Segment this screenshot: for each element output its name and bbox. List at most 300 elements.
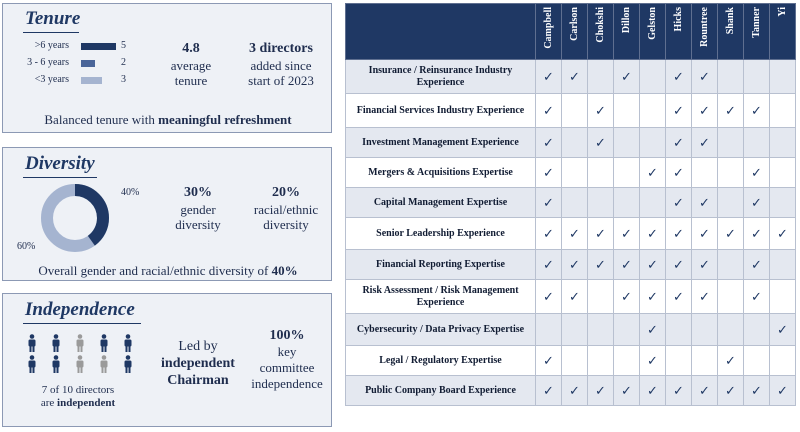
director-name: Shank bbox=[725, 7, 736, 35]
skill-check-cell bbox=[588, 128, 614, 158]
skill-empty-cell bbox=[770, 94, 796, 128]
skill-check-cell bbox=[562, 250, 588, 280]
checkmark-icon: ✓ bbox=[569, 382, 580, 398]
skill-check-cell bbox=[536, 128, 562, 158]
skill-empty-cell bbox=[718, 158, 744, 188]
donut-light-label: 60% bbox=[17, 241, 36, 252]
committee-independence-stat bbox=[241, 328, 333, 392]
skill-check-cell bbox=[666, 188, 692, 218]
tenure-bar-value: 3 bbox=[121, 74, 126, 85]
skill-empty-cell bbox=[640, 94, 666, 128]
checkmark-icon: ✓ bbox=[699, 68, 710, 84]
tenure-footer bbox=[3, 112, 333, 127]
average-tenure-stat bbox=[161, 40, 221, 88]
checkmark-icon: ✓ bbox=[699, 225, 710, 241]
skill-row bbox=[346, 280, 796, 314]
diversity-footer-text: Overall gender and racial/ethnic diversity of bbox=[38, 263, 272, 278]
skill-check-cell bbox=[718, 94, 744, 128]
racial-diversity-stat bbox=[239, 184, 333, 232]
tenure-bar-value: 2 bbox=[121, 57, 126, 68]
tenure-bar-value: 5 bbox=[121, 40, 126, 51]
director-name-wrap bbox=[770, 4, 795, 59]
racial-diversity-label-2: diversity bbox=[263, 217, 309, 232]
skill-check-cell bbox=[770, 376, 796, 406]
skill-label: Public Company Board Experience bbox=[346, 376, 536, 406]
skill-empty-cell bbox=[562, 158, 588, 188]
independence-title-underline bbox=[23, 323, 141, 324]
skill-empty-cell bbox=[614, 188, 640, 218]
gender-diversity-stat bbox=[163, 184, 233, 232]
checkmark-icon: ✓ bbox=[751, 256, 762, 272]
skill-label: Risk Assessment / Risk Management Experience bbox=[346, 280, 536, 314]
checkmark-icon: ✓ bbox=[595, 256, 606, 272]
matrix-corner-cell bbox=[346, 4, 536, 60]
skill-empty-cell bbox=[536, 314, 562, 346]
skill-empty-cell bbox=[770, 158, 796, 188]
director-name-wrap bbox=[588, 4, 613, 59]
independent-director-icon bbox=[27, 334, 37, 352]
gender-diversity-label-2: diversity bbox=[175, 217, 221, 232]
skill-check-cell bbox=[536, 60, 562, 94]
skill-empty-cell bbox=[588, 280, 614, 314]
skill-empty-cell bbox=[770, 250, 796, 280]
director-name-wrap bbox=[536, 4, 561, 59]
independent-director-icon bbox=[51, 355, 61, 373]
director-name-wrap bbox=[718, 4, 743, 59]
checkmark-icon: ✓ bbox=[543, 194, 554, 210]
skill-empty-cell bbox=[640, 60, 666, 94]
skill-empty-cell bbox=[718, 188, 744, 218]
skill-check-cell bbox=[744, 188, 770, 218]
checkmark-icon: ✓ bbox=[647, 225, 658, 241]
directors-added-label-1: added since bbox=[250, 58, 312, 73]
average-tenure-label-1: average bbox=[170, 58, 212, 73]
checkmark-icon: ✓ bbox=[751, 382, 762, 398]
director-name-wrap bbox=[692, 4, 717, 59]
director-name-wrap bbox=[640, 4, 665, 59]
skill-empty-cell bbox=[718, 280, 744, 314]
tenure-bar-label: 3 - 6 years bbox=[27, 57, 69, 68]
checkmark-icon: ✓ bbox=[595, 225, 606, 241]
skill-check-cell bbox=[692, 250, 718, 280]
director-name-wrap bbox=[614, 4, 639, 59]
skills-matrix bbox=[345, 3, 796, 406]
skill-check-cell bbox=[614, 250, 640, 280]
directors-added-value: 3 directors bbox=[249, 41, 313, 56]
skill-empty-cell bbox=[562, 314, 588, 346]
checkmark-icon: ✓ bbox=[647, 164, 658, 180]
skill-check-cell bbox=[614, 218, 640, 250]
skill-check-cell bbox=[744, 158, 770, 188]
director-name: Yi bbox=[777, 7, 788, 17]
independent-director-icon bbox=[99, 334, 109, 352]
checkmark-icon: ✓ bbox=[751, 225, 762, 241]
skill-empty-cell bbox=[692, 346, 718, 376]
skill-check-cell bbox=[744, 94, 770, 128]
skill-label: Legal / Regulatory Expertise bbox=[346, 346, 536, 376]
skill-check-cell bbox=[588, 376, 614, 406]
skill-row bbox=[346, 346, 796, 376]
skill-label: Capital Management Expertise bbox=[346, 188, 536, 218]
tenure-panel bbox=[2, 3, 332, 133]
skill-check-cell bbox=[562, 376, 588, 406]
skill-empty-cell bbox=[718, 128, 744, 158]
checkmark-icon: ✓ bbox=[673, 164, 684, 180]
skill-check-cell bbox=[692, 376, 718, 406]
checkmark-icon: ✓ bbox=[595, 382, 606, 398]
independent-director-icon bbox=[123, 355, 133, 373]
checkmark-icon: ✓ bbox=[725, 102, 736, 118]
checkmark-icon: ✓ bbox=[699, 102, 710, 118]
skill-label: Financial Reporting Expertise bbox=[346, 250, 536, 280]
tenure-bar-label: >6 years bbox=[34, 40, 69, 51]
skill-empty-cell bbox=[718, 60, 744, 94]
skill-check-cell bbox=[744, 250, 770, 280]
skill-check-cell bbox=[666, 128, 692, 158]
independent-are-line bbox=[13, 397, 143, 410]
skill-label: Mergers & Acquisitions Expertise bbox=[346, 158, 536, 188]
skill-empty-cell bbox=[562, 94, 588, 128]
checkmark-icon: ✓ bbox=[621, 225, 632, 241]
skill-check-cell bbox=[640, 280, 666, 314]
committee-independence-label-1: key bbox=[277, 344, 297, 359]
skill-check-cell bbox=[640, 346, 666, 376]
skill-check-cell bbox=[536, 158, 562, 188]
checkmark-icon: ✓ bbox=[543, 288, 554, 304]
director-name: Hicks bbox=[673, 7, 684, 32]
director-column-header bbox=[562, 4, 588, 60]
skill-check-cell bbox=[666, 218, 692, 250]
director-column-header bbox=[588, 4, 614, 60]
diversity-donut bbox=[40, 183, 110, 253]
checkmark-icon: ✓ bbox=[621, 256, 632, 272]
skill-label: Cybersecurity / Data Privacy Expertise bbox=[346, 314, 536, 346]
checkmark-icon: ✓ bbox=[699, 382, 710, 398]
director-name: Gelston bbox=[647, 7, 658, 40]
directors-added-label-2: start of 2023 bbox=[248, 73, 314, 88]
checkmark-icon: ✓ bbox=[673, 102, 684, 118]
skill-check-cell bbox=[536, 250, 562, 280]
gender-diversity-label-1: gender bbox=[180, 202, 216, 217]
skill-empty-cell bbox=[588, 158, 614, 188]
skill-check-cell bbox=[536, 280, 562, 314]
skill-check-cell bbox=[692, 60, 718, 94]
skill-empty-cell bbox=[614, 346, 640, 376]
checkmark-icon: ✓ bbox=[751, 288, 762, 304]
skill-check-cell bbox=[562, 280, 588, 314]
skill-empty-cell bbox=[744, 346, 770, 376]
tenure-bar-row bbox=[3, 40, 143, 53]
skill-empty-cell bbox=[744, 60, 770, 94]
skill-empty-cell bbox=[614, 94, 640, 128]
director-name: Carlson bbox=[569, 7, 580, 41]
checkmark-icon: ✓ bbox=[673, 194, 684, 210]
skill-check-cell bbox=[666, 94, 692, 128]
director-figures bbox=[27, 334, 147, 376]
skill-empty-cell bbox=[744, 314, 770, 346]
checkmark-icon: ✓ bbox=[725, 382, 736, 398]
checkmark-icon: ✓ bbox=[751, 102, 762, 118]
skill-row bbox=[346, 376, 796, 406]
skill-check-cell bbox=[588, 218, 614, 250]
diversity-panel bbox=[2, 147, 332, 281]
checkmark-icon: ✓ bbox=[621, 68, 632, 84]
diversity-title-underline bbox=[23, 177, 97, 178]
skill-empty-cell bbox=[770, 346, 796, 376]
checkmark-icon: ✓ bbox=[777, 225, 788, 241]
committee-independence-label-2: committee bbox=[259, 360, 315, 375]
director-name: Tanner bbox=[751, 7, 762, 38]
checkmark-icon: ✓ bbox=[673, 225, 684, 241]
diversity-footer bbox=[3, 263, 333, 278]
independent-count-text: 7 of 10 directors bbox=[41, 384, 115, 396]
skill-check-cell bbox=[640, 314, 666, 346]
tenure-title: Tenure bbox=[25, 8, 81, 29]
skill-empty-cell bbox=[718, 250, 744, 280]
skill-check-cell bbox=[666, 60, 692, 94]
skill-row bbox=[346, 188, 796, 218]
checkmark-icon: ✓ bbox=[647, 321, 658, 337]
skill-check-cell bbox=[536, 346, 562, 376]
checkmark-icon: ✓ bbox=[569, 288, 580, 304]
skill-empty-cell bbox=[614, 128, 640, 158]
checkmark-icon: ✓ bbox=[751, 164, 762, 180]
skill-check-cell bbox=[718, 218, 744, 250]
checkmark-icon: ✓ bbox=[673, 256, 684, 272]
tenure-bar-row bbox=[3, 57, 143, 70]
committee-independence-label-3: independence bbox=[251, 376, 323, 391]
director-column-header bbox=[614, 4, 640, 60]
skill-empty-cell bbox=[588, 60, 614, 94]
director-name-wrap bbox=[666, 4, 691, 59]
independent-chairman-line-2: Chairman bbox=[167, 373, 229, 388]
checkmark-icon: ✓ bbox=[543, 68, 554, 84]
independent-director-icon bbox=[123, 334, 133, 352]
checkmark-icon: ✓ bbox=[699, 288, 710, 304]
skill-check-cell bbox=[640, 376, 666, 406]
director-column-header bbox=[744, 4, 770, 60]
skill-empty-cell bbox=[614, 314, 640, 346]
non-independent-director-icon bbox=[75, 334, 85, 352]
checkmark-icon: ✓ bbox=[673, 134, 684, 150]
skill-empty-cell bbox=[666, 314, 692, 346]
skill-check-cell bbox=[640, 158, 666, 188]
skill-check-cell bbox=[562, 218, 588, 250]
skill-check-cell bbox=[666, 250, 692, 280]
skill-check-cell bbox=[536, 94, 562, 128]
non-independent-director-icon bbox=[75, 355, 85, 373]
checkmark-icon: ✓ bbox=[647, 352, 658, 368]
director-column-header bbox=[692, 4, 718, 60]
independent-are-text: are bbox=[40, 397, 58, 409]
directors-added-stat bbox=[229, 40, 333, 88]
skill-check-cell bbox=[536, 188, 562, 218]
checkmark-icon: ✓ bbox=[543, 352, 554, 368]
checkmark-icon: ✓ bbox=[647, 288, 658, 304]
skill-check-cell bbox=[536, 218, 562, 250]
skill-check-cell bbox=[640, 218, 666, 250]
checkmark-icon: ✓ bbox=[699, 194, 710, 210]
skill-empty-cell bbox=[692, 158, 718, 188]
skill-check-cell bbox=[614, 60, 640, 94]
checkmark-icon: ✓ bbox=[673, 288, 684, 304]
checkmark-icon: ✓ bbox=[647, 382, 658, 398]
skill-empty-cell bbox=[614, 158, 640, 188]
director-column-header bbox=[770, 4, 796, 60]
skill-check-cell bbox=[666, 158, 692, 188]
skill-row bbox=[346, 60, 796, 94]
tenure-footer-bold: meaningful refreshment bbox=[158, 112, 292, 127]
skill-label: Investment Management Experience bbox=[346, 128, 536, 158]
tenure-bar-row bbox=[3, 74, 143, 87]
checkmark-icon: ✓ bbox=[673, 382, 684, 398]
chairman-stat bbox=[149, 338, 247, 389]
skill-empty-cell bbox=[770, 280, 796, 314]
tenure-bar-chart bbox=[3, 40, 143, 90]
skill-empty-cell bbox=[588, 188, 614, 218]
diversity-footer-bold: 40% bbox=[271, 263, 298, 278]
independent-chairman-line-1: independent bbox=[161, 356, 235, 371]
checkmark-icon: ✓ bbox=[777, 321, 788, 337]
racial-diversity-label-1: racial/ethnic bbox=[253, 202, 319, 217]
skill-row bbox=[346, 158, 796, 188]
checkmark-icon: ✓ bbox=[699, 256, 710, 272]
tenure-footer-text: Balanced tenure with bbox=[44, 112, 159, 127]
racial-diversity-value: 20% bbox=[272, 185, 300, 200]
director-name-wrap bbox=[562, 4, 587, 59]
skill-row bbox=[346, 94, 796, 128]
independence-panel bbox=[2, 293, 332, 427]
skill-check-cell bbox=[536, 376, 562, 406]
diversity-title: Diversity bbox=[25, 153, 95, 174]
skill-empty-cell bbox=[640, 128, 666, 158]
skill-empty-cell bbox=[744, 128, 770, 158]
checkmark-icon: ✓ bbox=[673, 68, 684, 84]
skill-check-cell bbox=[614, 280, 640, 314]
checkmark-icon: ✓ bbox=[543, 256, 554, 272]
checkmark-icon: ✓ bbox=[777, 382, 788, 398]
skill-empty-cell bbox=[562, 346, 588, 376]
director-name: Campbell bbox=[543, 7, 554, 49]
checkmark-icon: ✓ bbox=[569, 225, 580, 241]
skill-row bbox=[346, 218, 796, 250]
tenure-bar bbox=[81, 77, 102, 84]
checkmark-icon: ✓ bbox=[595, 134, 606, 150]
independent-count bbox=[13, 384, 143, 410]
skill-empty-cell bbox=[562, 128, 588, 158]
independent-director-icon bbox=[27, 355, 37, 373]
skill-check-cell bbox=[562, 60, 588, 94]
checkmark-icon: ✓ bbox=[725, 352, 736, 368]
skill-row bbox=[346, 314, 796, 346]
average-tenure-label-2: tenure bbox=[174, 73, 208, 88]
led-by-text: Led by bbox=[178, 339, 218, 354]
skill-empty-cell bbox=[640, 188, 666, 218]
donut-dark-label: 40% bbox=[121, 187, 140, 198]
skill-check-cell bbox=[588, 94, 614, 128]
director-column-header bbox=[718, 4, 744, 60]
skill-label: Financial Services Industry Experience bbox=[346, 94, 536, 128]
tenure-bar bbox=[81, 60, 95, 67]
skill-check-cell bbox=[770, 218, 796, 250]
skill-empty-cell bbox=[588, 314, 614, 346]
checkmark-icon: ✓ bbox=[543, 164, 554, 180]
skill-row bbox=[346, 250, 796, 280]
checkmark-icon: ✓ bbox=[621, 382, 632, 398]
skill-check-cell bbox=[588, 250, 614, 280]
skill-check-cell bbox=[666, 376, 692, 406]
skill-label: Senior Leadership Experience bbox=[346, 218, 536, 250]
director-header-row bbox=[346, 4, 796, 60]
skill-check-cell bbox=[614, 376, 640, 406]
skill-check-cell bbox=[744, 376, 770, 406]
non-independent-director-icon bbox=[99, 355, 109, 373]
skill-empty-cell bbox=[770, 128, 796, 158]
checkmark-icon: ✓ bbox=[725, 225, 736, 241]
director-name-wrap bbox=[744, 4, 769, 59]
checkmark-icon: ✓ bbox=[543, 102, 554, 118]
skill-check-cell bbox=[692, 94, 718, 128]
director-column-header bbox=[640, 4, 666, 60]
checkmark-icon: ✓ bbox=[569, 68, 580, 84]
tenure-bar-label: <3 years bbox=[34, 74, 69, 85]
skill-check-cell bbox=[718, 376, 744, 406]
checkmark-icon: ✓ bbox=[595, 102, 606, 118]
director-name: Chokshi bbox=[595, 7, 606, 43]
skill-empty-cell bbox=[562, 188, 588, 218]
independence-title: Independence bbox=[25, 299, 135, 320]
committee-independence-value: 100% bbox=[269, 328, 305, 343]
skill-check-cell bbox=[692, 128, 718, 158]
director-column-header bbox=[666, 4, 692, 60]
average-tenure-value: 4.8 bbox=[182, 41, 200, 56]
skill-label: Insurance / Reinsurance Industry Experience bbox=[346, 60, 536, 94]
tenure-bar bbox=[81, 43, 116, 50]
director-column-header bbox=[536, 4, 562, 60]
skill-empty-cell bbox=[692, 314, 718, 346]
checkmark-icon: ✓ bbox=[543, 225, 554, 241]
skill-empty-cell bbox=[770, 188, 796, 218]
gender-diversity-value: 30% bbox=[184, 185, 212, 200]
skill-row bbox=[346, 128, 796, 158]
checkmark-icon: ✓ bbox=[543, 134, 554, 150]
skill-empty-cell bbox=[666, 346, 692, 376]
director-name: Dillon bbox=[621, 7, 632, 34]
skill-check-cell bbox=[692, 280, 718, 314]
skill-check-cell bbox=[718, 346, 744, 376]
independent-director-icon bbox=[51, 334, 61, 352]
director-name: Rountree bbox=[699, 7, 710, 47]
checkmark-icon: ✓ bbox=[647, 256, 658, 272]
skill-check-cell bbox=[692, 218, 718, 250]
independent-are-bold: independent bbox=[57, 397, 116, 409]
skill-check-cell bbox=[744, 280, 770, 314]
checkmark-icon: ✓ bbox=[751, 194, 762, 210]
skill-empty-cell bbox=[588, 346, 614, 376]
skill-check-cell bbox=[770, 314, 796, 346]
skill-check-cell bbox=[692, 188, 718, 218]
checkmark-icon: ✓ bbox=[699, 134, 710, 150]
checkmark-icon: ✓ bbox=[621, 288, 632, 304]
tenure-title-underline bbox=[23, 32, 79, 33]
skill-check-cell bbox=[666, 280, 692, 314]
skill-empty-cell bbox=[718, 314, 744, 346]
checkmark-icon: ✓ bbox=[543, 382, 554, 398]
skill-check-cell bbox=[744, 218, 770, 250]
checkmark-icon: ✓ bbox=[569, 256, 580, 272]
skill-empty-cell bbox=[770, 60, 796, 94]
skill-check-cell bbox=[640, 250, 666, 280]
